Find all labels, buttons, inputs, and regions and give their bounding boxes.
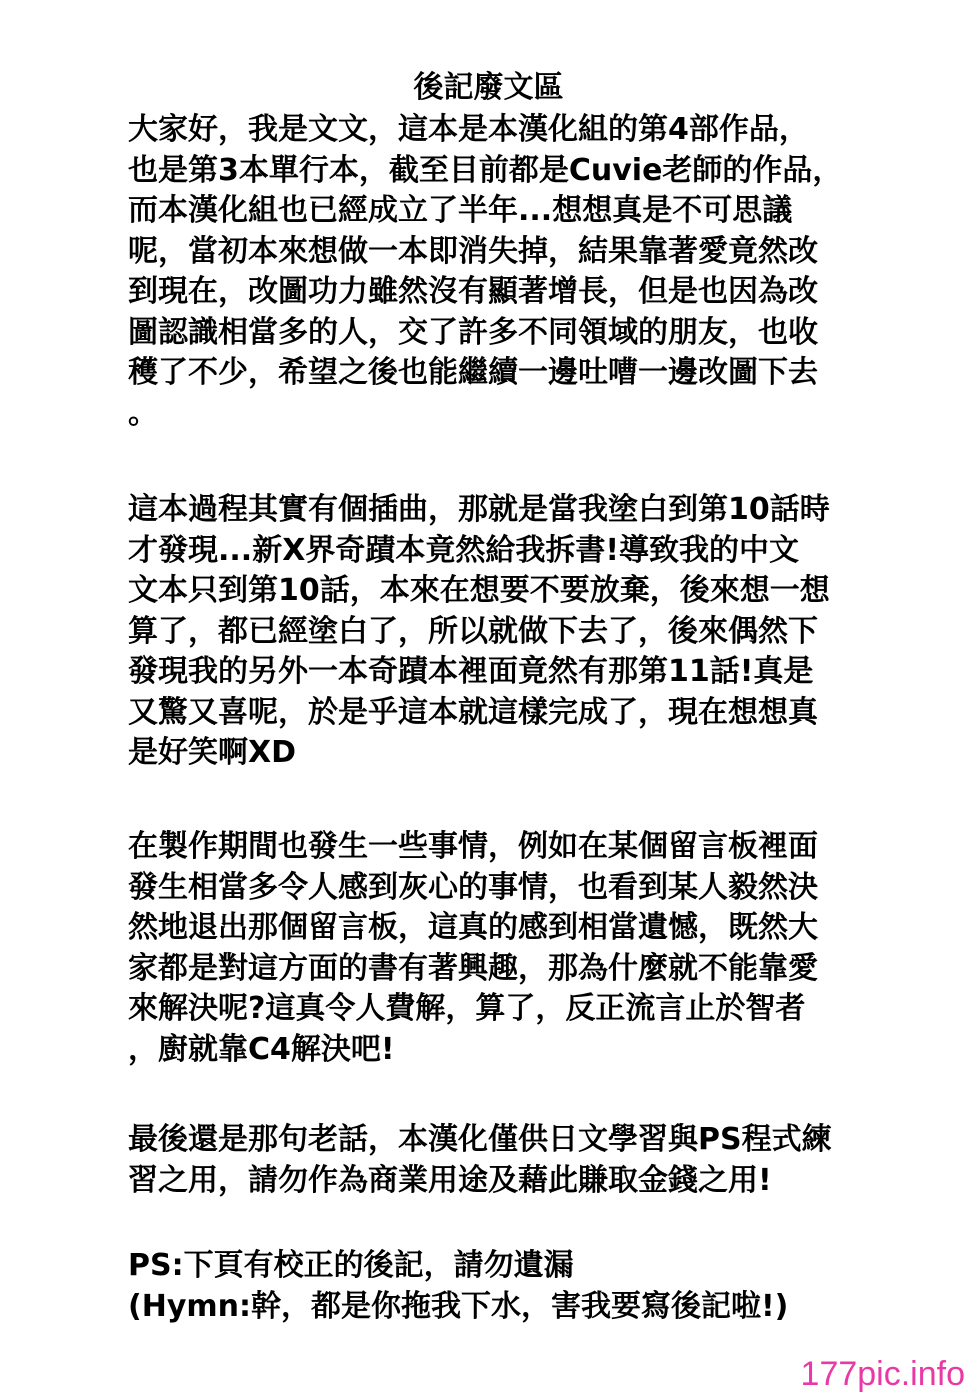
watermark: 177pic.info bbox=[800, 1355, 965, 1393]
page-title: 後記廢文區 bbox=[413, 70, 564, 105]
text-line: 。 bbox=[128, 395, 158, 431]
text-line: 是好笑啊XD bbox=[128, 735, 297, 770]
text-line: 才發現...新X界奇蹟本竟然給我拆書!導致我的中文 bbox=[128, 532, 800, 568]
text-line: ，廚就靠C4解決吧! bbox=[128, 1031, 395, 1067]
text-line: 文本只到第10話，本來在想要不要放棄，後來想一想 bbox=[128, 573, 830, 608]
text-line: 到現在，改圖功力雖然沒有顯著增長，但是也因為改 bbox=[128, 274, 818, 309]
text-line: 發生相當多令人感到灰心的事情，也看到某人毅然決 bbox=[128, 869, 818, 905]
text-line: 在製作期間也發生一些事情，例如在某個留言板裡面 bbox=[128, 829, 818, 864]
text-line: 來解決呢?這真令人費解，算了，反正流言止於智者 bbox=[128, 991, 806, 1026]
text-line: 呢，當初本來想做一本即消失掉，結果靠著愛竟然改 bbox=[128, 233, 818, 269]
paragraph-events bbox=[128, 827, 888, 1070]
paragraph-disclaimer bbox=[128, 1120, 888, 1201]
text-line: 又驚又喜呢，於是乎這本就這樣完成了，現在想想真 bbox=[128, 694, 818, 730]
text-line: 也是第3本單行本，截至目前都是Cuvie老師的作品， bbox=[128, 152, 843, 188]
text-line: 最後還是那句老話，本漢化僅供日文學習與PS程式練 bbox=[128, 1122, 832, 1157]
paragraph-postscript bbox=[128, 1246, 888, 1327]
text-line: 而本漢化組也已經成立了半年...想想真是不可思議 bbox=[128, 193, 793, 228]
text-line: 穫了不少，希望之後也能繼續一邊吐嘈一邊改圖下去 bbox=[128, 355, 818, 390]
text-line: 大家好，我是文文，這本是本漢化組的第4部作品， bbox=[128, 112, 809, 147]
text-line: 算了，都已經塗白了，所以就做下去了，後來偶然下 bbox=[128, 613, 818, 649]
text-line: 習之用，請勿作為商業用途及藉此賺取金錢之用! bbox=[128, 1162, 772, 1198]
text-line: PS:下頁有校正的後記，請勿遺漏 bbox=[128, 1248, 574, 1283]
text-line: 這本過程其實有個插曲，那就是當我塗白到第10話時 bbox=[128, 492, 830, 527]
text-line: 家都是對這方面的書有著興趣，那為什麼就不能靠愛 bbox=[128, 950, 818, 986]
text-line: (Hymn:幹，都是你拖我下水，害我要寫後記啦!) bbox=[128, 1288, 789, 1324]
text-line: 然地退出那個留言板，這真的感到相當遺憾，既然大 bbox=[128, 910, 818, 945]
paragraph-episode bbox=[128, 490, 888, 774]
text-line: 發現我的另外一本奇蹟本裡面竟然有那第11話!真是 bbox=[128, 654, 814, 689]
paragraph-intro bbox=[128, 110, 888, 434]
text-line: 圖認識相當多的人，交了許多不同領域的朋友，也收 bbox=[128, 314, 818, 350]
